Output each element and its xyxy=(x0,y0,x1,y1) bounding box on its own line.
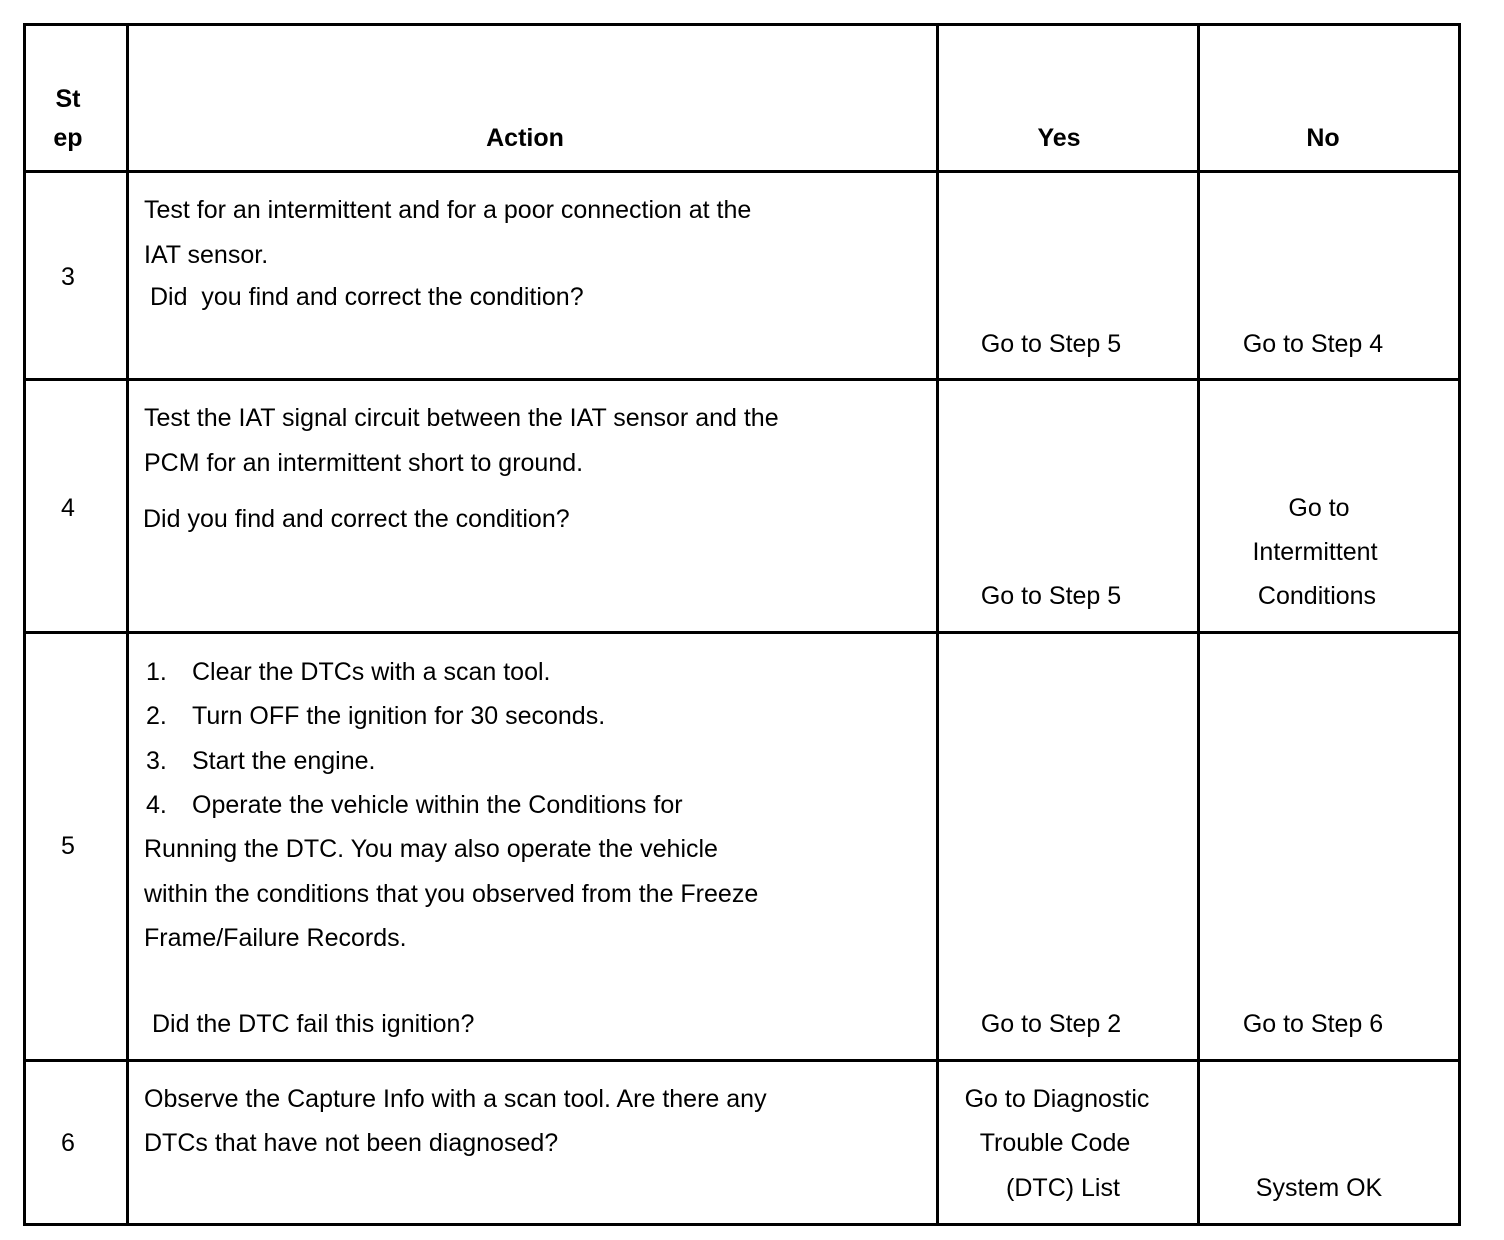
action-text: Frame/Failure Records. xyxy=(144,924,407,952)
action-question: Did you find and correct the condition? xyxy=(143,505,570,533)
column-divider xyxy=(936,23,939,1226)
action-text: Test the IAT signal circuit between the IAT sensor and the xyxy=(144,404,779,432)
row-divider xyxy=(23,1059,1461,1062)
yes-result: Trouble Code xyxy=(979,1129,1131,1157)
no-result: System OK xyxy=(1255,1174,1383,1202)
action-text: Running the DTC. You may also operate the vehicle xyxy=(144,835,718,863)
step-number: 5 xyxy=(61,832,75,860)
yes-result: (DTC) List xyxy=(1006,1174,1120,1202)
row-divider xyxy=(23,631,1461,634)
header-action: Action xyxy=(486,124,564,152)
header-divider xyxy=(23,170,1461,173)
no-result: Conditions xyxy=(1257,582,1377,610)
list-number: 2. xyxy=(146,702,167,730)
action-text: Observe the Capture Info with a scan tool. Are there any xyxy=(144,1085,767,1113)
row-divider xyxy=(23,378,1461,381)
list-number: 1. xyxy=(146,658,167,686)
table-border-left xyxy=(23,23,26,1226)
column-divider xyxy=(1197,23,1200,1226)
action-question: Did you find and correct the condition? xyxy=(150,283,584,311)
header-no: No xyxy=(1306,124,1340,152)
no-result: Go to xyxy=(1288,494,1350,522)
yes-result: Go to Step 5 xyxy=(980,582,1122,610)
no-result: Intermittent xyxy=(1252,538,1378,566)
list-item: Start the engine. xyxy=(192,747,376,775)
list-number: 3. xyxy=(146,747,167,775)
step-number: 6 xyxy=(61,1129,75,1157)
list-item: Turn OFF the ignition for 30 seconds. xyxy=(192,702,606,730)
step-number: 4 xyxy=(61,494,75,522)
action-text: within the conditions that you observed from the Freeze xyxy=(144,880,759,908)
header-yes: Yes xyxy=(1037,124,1081,152)
list-item: Operate the vehicle within the Conditions for xyxy=(192,791,683,819)
step-number: 3 xyxy=(61,263,75,291)
list-item: Clear the DTCs with a scan tool. xyxy=(192,658,551,686)
yes-result: Go to Step 5 xyxy=(980,330,1122,358)
action-text: DTCs that have not been diagnosed? xyxy=(144,1129,559,1157)
yes-result: Go to Step 2 xyxy=(980,1010,1122,1038)
yes-result: Go to Diagnostic xyxy=(964,1085,1150,1113)
table-border-right xyxy=(1458,23,1461,1226)
header-step: St xyxy=(55,85,81,113)
list-number: 4. xyxy=(146,791,167,819)
table-border-bottom xyxy=(23,1223,1461,1226)
action-text: PCM for an intermittent short to ground. xyxy=(144,449,584,477)
header-step: ep xyxy=(53,124,83,152)
action-text: Test for an intermittent and for a poor connection at the xyxy=(144,196,752,224)
no-result: Go to Step 6 xyxy=(1242,1010,1384,1038)
no-result: Go to Step 4 xyxy=(1242,330,1384,358)
column-divider xyxy=(126,23,129,1226)
action-text: IAT sensor. xyxy=(144,241,269,269)
table-border-top xyxy=(23,23,1461,26)
action-question: Did the DTC fail this ignition? xyxy=(152,1010,475,1038)
